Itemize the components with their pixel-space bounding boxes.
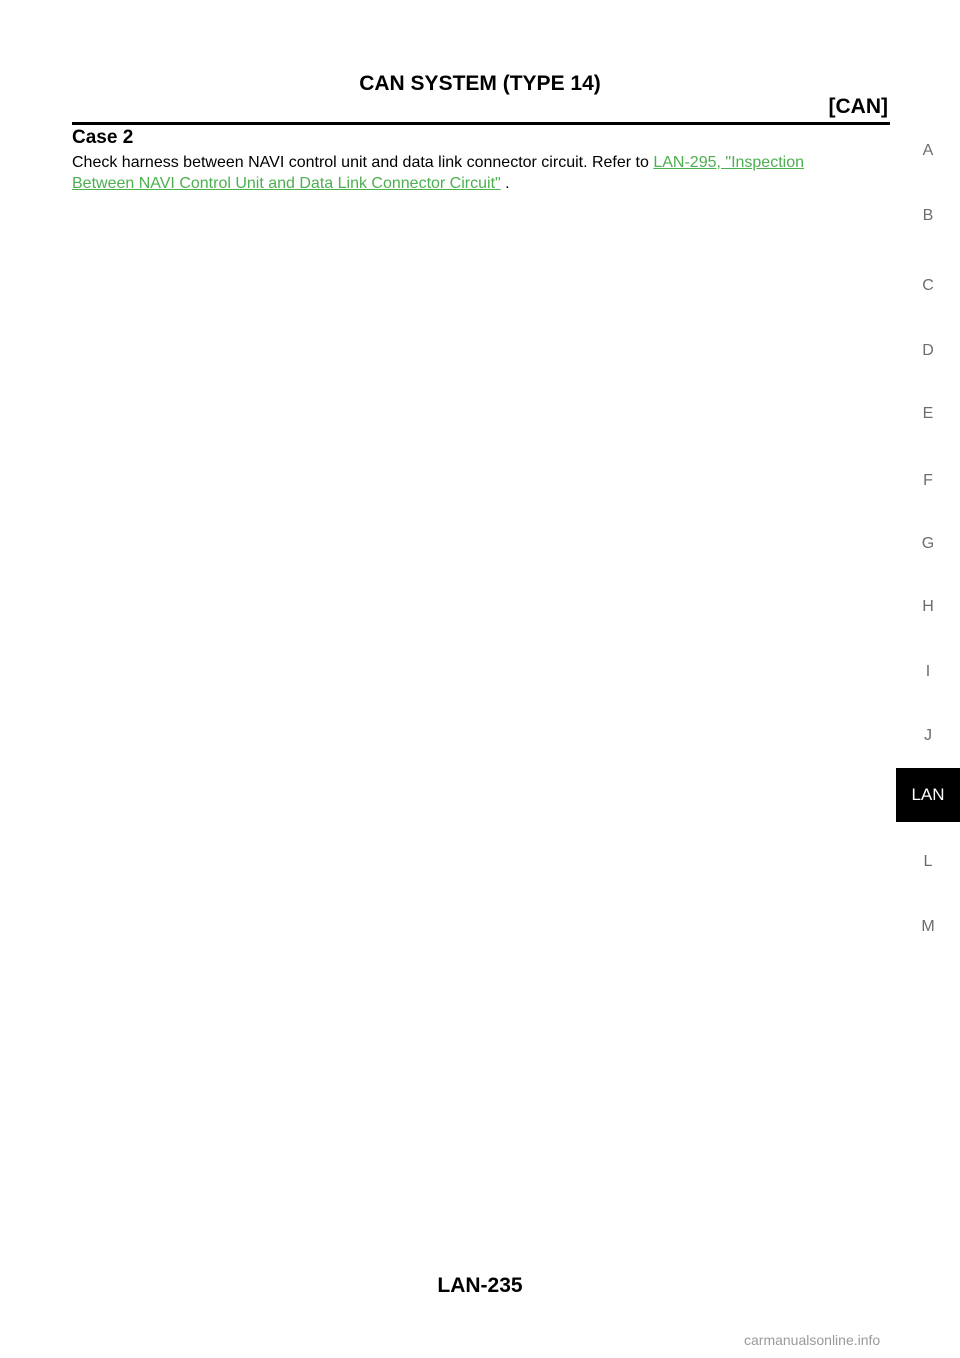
header-rule: [72, 122, 890, 125]
paragraph-tail: .: [500, 175, 510, 192]
paragraph-text: Check harness between NAVI control unit and data link connector circuit. Refer to: [72, 154, 654, 171]
can-diag-table: [90, 196, 873, 525]
section-index: [896, 0, 960, 1358]
watermark: carmanualsonline.info: [744, 1332, 881, 1348]
instruction-paragraph: [72, 152, 890, 194]
index-letter-l[interactable]: L: [923, 853, 933, 870]
index-letter-i[interactable]: I: [925, 663, 931, 680]
index-letter-h[interactable]: H: [922, 598, 934, 615]
index-letter-d[interactable]: D: [922, 342, 934, 359]
index-letter-c[interactable]: C: [922, 277, 934, 294]
index-letter-m[interactable]: M: [921, 918, 935, 935]
page-number: LAN-235: [437, 1274, 523, 1297]
page-title: CAN SYSTEM (TYPE 14): [359, 72, 601, 95]
index-letter-g[interactable]: G: [921, 535, 935, 552]
index-letter-j[interactable]: J: [924, 727, 932, 744]
index-letter-b[interactable]: B: [922, 207, 934, 224]
can-diag-table-figure: [90, 196, 873, 525]
index-letter-e[interactable]: E: [922, 405, 934, 422]
section-label: [CAN]: [828, 95, 888, 118]
reference-link-line1: LAN-295, "Inspection: [653, 154, 804, 171]
can-wiring-diagram-figure: [90, 550, 873, 880]
reference-link-line2: Between NAVI Control Unit and Data Link Connector Circuit": [72, 175, 501, 192]
index-letter-a[interactable]: A: [922, 142, 934, 159]
index-letter-f[interactable]: F: [923, 472, 933, 489]
index-tab-lan[interactable]: LAN: [896, 768, 960, 822]
can-wiring-diagram: [90, 550, 873, 880]
case-heading: Case 2: [72, 127, 134, 148]
